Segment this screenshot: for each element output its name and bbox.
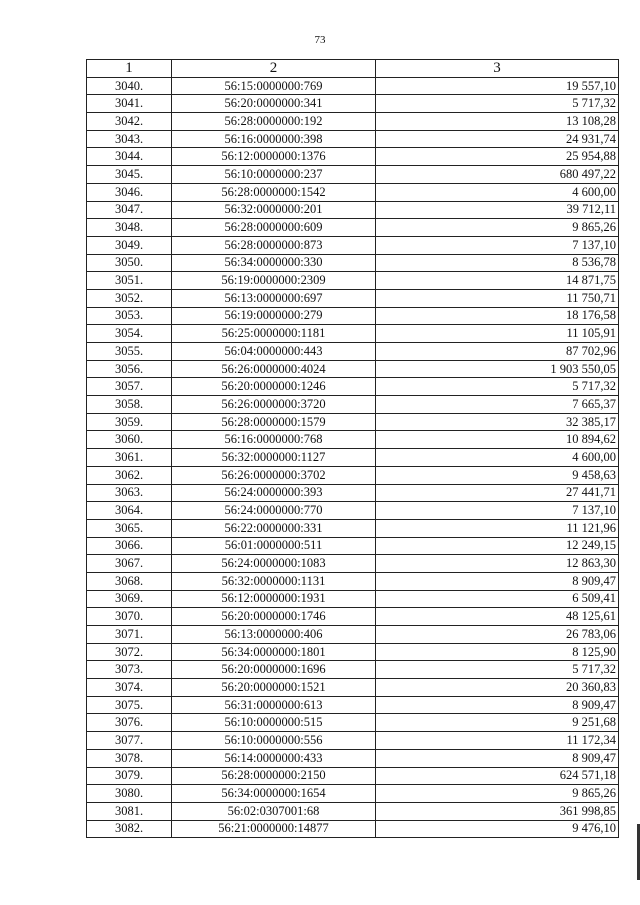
value-cell: 32 385,17 [376, 413, 619, 431]
value-cell: 5 717,32 [376, 95, 619, 113]
table-row [87, 166, 619, 184]
table-row [87, 696, 619, 714]
value-cell: 8 909,47 [376, 572, 619, 590]
table-row [87, 272, 619, 290]
row-number-cell: 3076. [87, 714, 172, 732]
column-header-3: 3 [376, 60, 619, 78]
cadastral-number-cell: 56:26:0000000:4024 [172, 360, 376, 378]
value-cell: 8 909,47 [376, 696, 619, 714]
value-cell: 8 536,78 [376, 254, 619, 272]
cadastral-number-cell: 56:20:0000000:1746 [172, 608, 376, 626]
cadastral-number-cell: 56:10:0000000:556 [172, 732, 376, 750]
column-header-1: 1 [87, 60, 172, 78]
cadastral-number-cell: 56:24:0000000:1083 [172, 555, 376, 573]
row-number-cell: 3068. [87, 572, 172, 590]
table-row [87, 555, 619, 573]
cadastral-number-cell: 56:04:0000000:443 [172, 343, 376, 361]
data-table [86, 59, 619, 838]
row-number-cell: 3048. [87, 219, 172, 237]
row-number-cell: 3041. [87, 95, 172, 113]
column-header-2: 2 [172, 60, 376, 78]
table-row [87, 449, 619, 467]
cadastral-number-cell: 56:10:0000000:515 [172, 714, 376, 732]
row-number-cell: 3058. [87, 396, 172, 414]
table-row [87, 254, 619, 272]
table-row [87, 183, 619, 201]
table-row [87, 767, 619, 785]
cadastral-number-cell: 56:28:0000000:873 [172, 236, 376, 254]
cadastral-number-cell: 56:26:0000000:3720 [172, 396, 376, 414]
value-cell: 14 871,75 [376, 272, 619, 290]
row-number-cell: 3064. [87, 502, 172, 520]
row-number-cell: 3077. [87, 732, 172, 750]
row-number-cell: 3049. [87, 236, 172, 254]
value-cell: 5 717,32 [376, 378, 619, 396]
value-cell: 6 509,41 [376, 590, 619, 608]
cadastral-number-cell: 56:28:0000000:609 [172, 219, 376, 237]
row-number-cell: 3070. [87, 608, 172, 626]
value-cell: 48 125,61 [376, 608, 619, 626]
value-cell: 11 750,71 [376, 289, 619, 307]
cadastral-number-cell: 56:28:0000000:1579 [172, 413, 376, 431]
table-row [87, 466, 619, 484]
value-cell: 18 176,58 [376, 307, 619, 325]
table-body [87, 77, 619, 838]
cadastral-number-cell: 56:12:0000000:1931 [172, 590, 376, 608]
row-number-cell: 3080. [87, 785, 172, 803]
table-row [87, 519, 619, 537]
table-row [87, 820, 619, 838]
row-number-cell: 3053. [87, 307, 172, 325]
table-row [87, 484, 619, 502]
row-number-cell: 3082. [87, 820, 172, 838]
row-number-cell: 3074. [87, 679, 172, 697]
value-cell: 27 441,71 [376, 484, 619, 502]
header-row [87, 60, 619, 78]
table-row [87, 325, 619, 343]
cadastral-number-cell: 56:24:0000000:393 [172, 484, 376, 502]
row-number-cell: 3067. [87, 555, 172, 573]
cadastral-number-cell: 56:20:0000000:1521 [172, 679, 376, 697]
value-cell: 11 105,91 [376, 325, 619, 343]
row-number-cell: 3040. [87, 77, 172, 95]
row-number-cell: 3042. [87, 113, 172, 131]
value-cell: 4 600,00 [376, 449, 619, 467]
cadastral-number-cell: 56:32:0000000:201 [172, 201, 376, 219]
value-cell: 7 137,10 [376, 236, 619, 254]
table-row [87, 236, 619, 254]
row-number-cell: 3062. [87, 466, 172, 484]
cadastral-number-cell: 56:20:0000000:341 [172, 95, 376, 113]
cadastral-number-cell: 56:26:0000000:3702 [172, 466, 376, 484]
row-number-cell: 3043. [87, 130, 172, 148]
cadastral-number-cell: 56:16:0000000:398 [172, 130, 376, 148]
cadastral-number-cell: 56:10:0000000:237 [172, 166, 376, 184]
row-number-cell: 3079. [87, 767, 172, 785]
row-number-cell: 3045. [87, 166, 172, 184]
row-number-cell: 3078. [87, 749, 172, 767]
value-cell: 13 108,28 [376, 113, 619, 131]
row-number-cell: 3046. [87, 183, 172, 201]
cadastral-number-cell: 56:28:0000000:1542 [172, 183, 376, 201]
table-row [87, 714, 619, 732]
cadastral-number-cell: 56:32:0000000:1127 [172, 449, 376, 467]
value-cell: 680 497,22 [376, 166, 619, 184]
cadastral-number-cell: 56:34:0000000:1654 [172, 785, 376, 803]
row-number-cell: 3044. [87, 148, 172, 166]
table-row [87, 537, 619, 555]
value-cell: 7 137,10 [376, 502, 619, 520]
value-cell: 7 665,37 [376, 396, 619, 414]
cadastral-number-cell: 56:15:0000000:769 [172, 77, 376, 95]
cadastral-number-cell: 56:32:0000000:1131 [172, 572, 376, 590]
row-number-cell: 3072. [87, 643, 172, 661]
table-row [87, 626, 619, 644]
value-cell: 24 931,74 [376, 130, 619, 148]
table-row [87, 360, 619, 378]
cadastral-number-cell: 56:01:0000000:511 [172, 537, 376, 555]
table-row [87, 785, 619, 803]
cadastral-number-cell: 56:28:0000000:2150 [172, 767, 376, 785]
table-row [87, 608, 619, 626]
row-number-cell: 3075. [87, 696, 172, 714]
row-number-cell: 3063. [87, 484, 172, 502]
value-cell: 4 600,00 [376, 183, 619, 201]
value-cell: 10 894,62 [376, 431, 619, 449]
value-cell: 87 702,96 [376, 343, 619, 361]
value-cell: 19 557,10 [376, 77, 619, 95]
value-cell: 26 783,06 [376, 626, 619, 644]
value-cell: 9 251,68 [376, 714, 619, 732]
table-row [87, 201, 619, 219]
cadastral-number-cell: 56:28:0000000:192 [172, 113, 376, 131]
value-cell: 39 712,11 [376, 201, 619, 219]
cadastral-number-cell: 56:31:0000000:613 [172, 696, 376, 714]
table-row [87, 378, 619, 396]
table-row [87, 502, 619, 520]
value-cell: 11 121,96 [376, 519, 619, 537]
table-row [87, 148, 619, 166]
row-number-cell: 3059. [87, 413, 172, 431]
cadastral-number-cell: 56:14:0000000:433 [172, 749, 376, 767]
value-cell: 9 865,26 [376, 785, 619, 803]
table-row [87, 289, 619, 307]
cadastral-number-cell: 56:16:0000000:768 [172, 431, 376, 449]
table-row [87, 130, 619, 148]
table-row [87, 732, 619, 750]
value-cell: 25 954,88 [376, 148, 619, 166]
cadastral-number-cell: 56:25:0000000:1181 [172, 325, 376, 343]
cadastral-number-cell: 56:12:0000000:1376 [172, 148, 376, 166]
row-number-cell: 3061. [87, 449, 172, 467]
value-cell: 12 863,30 [376, 555, 619, 573]
table-row [87, 219, 619, 237]
row-number-cell: 3065. [87, 519, 172, 537]
table-row [87, 661, 619, 679]
table-row [87, 679, 619, 697]
row-number-cell: 3047. [87, 201, 172, 219]
table-row [87, 77, 619, 95]
row-number-cell: 3066. [87, 537, 172, 555]
table-row [87, 343, 619, 361]
row-number-cell: 3069. [87, 590, 172, 608]
page-number: 73 [314, 34, 326, 46]
value-cell: 9 865,26 [376, 219, 619, 237]
row-number-cell: 3050. [87, 254, 172, 272]
value-cell: 12 249,15 [376, 537, 619, 555]
row-number-cell: 3071. [87, 626, 172, 644]
table-header [87, 60, 619, 78]
table-row [87, 802, 619, 820]
cadastral-number-cell: 56:24:0000000:770 [172, 502, 376, 520]
cadastral-number-cell: 56:19:0000000:2309 [172, 272, 376, 290]
cadastral-number-cell: 56:19:0000000:279 [172, 307, 376, 325]
cadastral-number-cell: 56:21:0000000:14877 [172, 820, 376, 838]
table-row [87, 307, 619, 325]
cadastral-number-cell: 56:02:0307001:68 [172, 802, 376, 820]
table-row [87, 396, 619, 414]
row-number-cell: 3056. [87, 360, 172, 378]
value-cell: 624 571,18 [376, 767, 619, 785]
row-number-cell: 3073. [87, 661, 172, 679]
value-cell: 11 172,34 [376, 732, 619, 750]
row-number-cell: 3052. [87, 289, 172, 307]
row-number-cell: 3057. [87, 378, 172, 396]
table-row [87, 643, 619, 661]
value-cell: 1 903 550,05 [376, 360, 619, 378]
cadastral-number-cell: 56:22:0000000:331 [172, 519, 376, 537]
table-row [87, 749, 619, 767]
table-row [87, 413, 619, 431]
row-number-cell: 3051. [87, 272, 172, 290]
value-cell: 8 125,90 [376, 643, 619, 661]
row-number-cell: 3055. [87, 343, 172, 361]
cadastral-number-cell: 56:34:0000000:330 [172, 254, 376, 272]
value-cell: 8 909,47 [376, 749, 619, 767]
table-row [87, 431, 619, 449]
value-cell: 5 717,32 [376, 661, 619, 679]
row-number-cell: 3060. [87, 431, 172, 449]
table-row [87, 572, 619, 590]
cadastral-number-cell: 56:13:0000000:406 [172, 626, 376, 644]
value-cell: 20 360,83 [376, 679, 619, 697]
value-cell: 361 998,85 [376, 802, 619, 820]
cadastral-number-cell: 56:20:0000000:1246 [172, 378, 376, 396]
value-cell: 9 458,63 [376, 466, 619, 484]
cadastral-number-cell: 56:34:0000000:1801 [172, 643, 376, 661]
row-number-cell: 3054. [87, 325, 172, 343]
table-row [87, 113, 619, 131]
cadastral-number-cell: 56:20:0000000:1696 [172, 661, 376, 679]
cadastral-number-cell: 56:13:0000000:697 [172, 289, 376, 307]
row-number-cell: 3081. [87, 802, 172, 820]
table-row [87, 590, 619, 608]
table-row [87, 95, 619, 113]
value-cell: 9 476,10 [376, 820, 619, 838]
